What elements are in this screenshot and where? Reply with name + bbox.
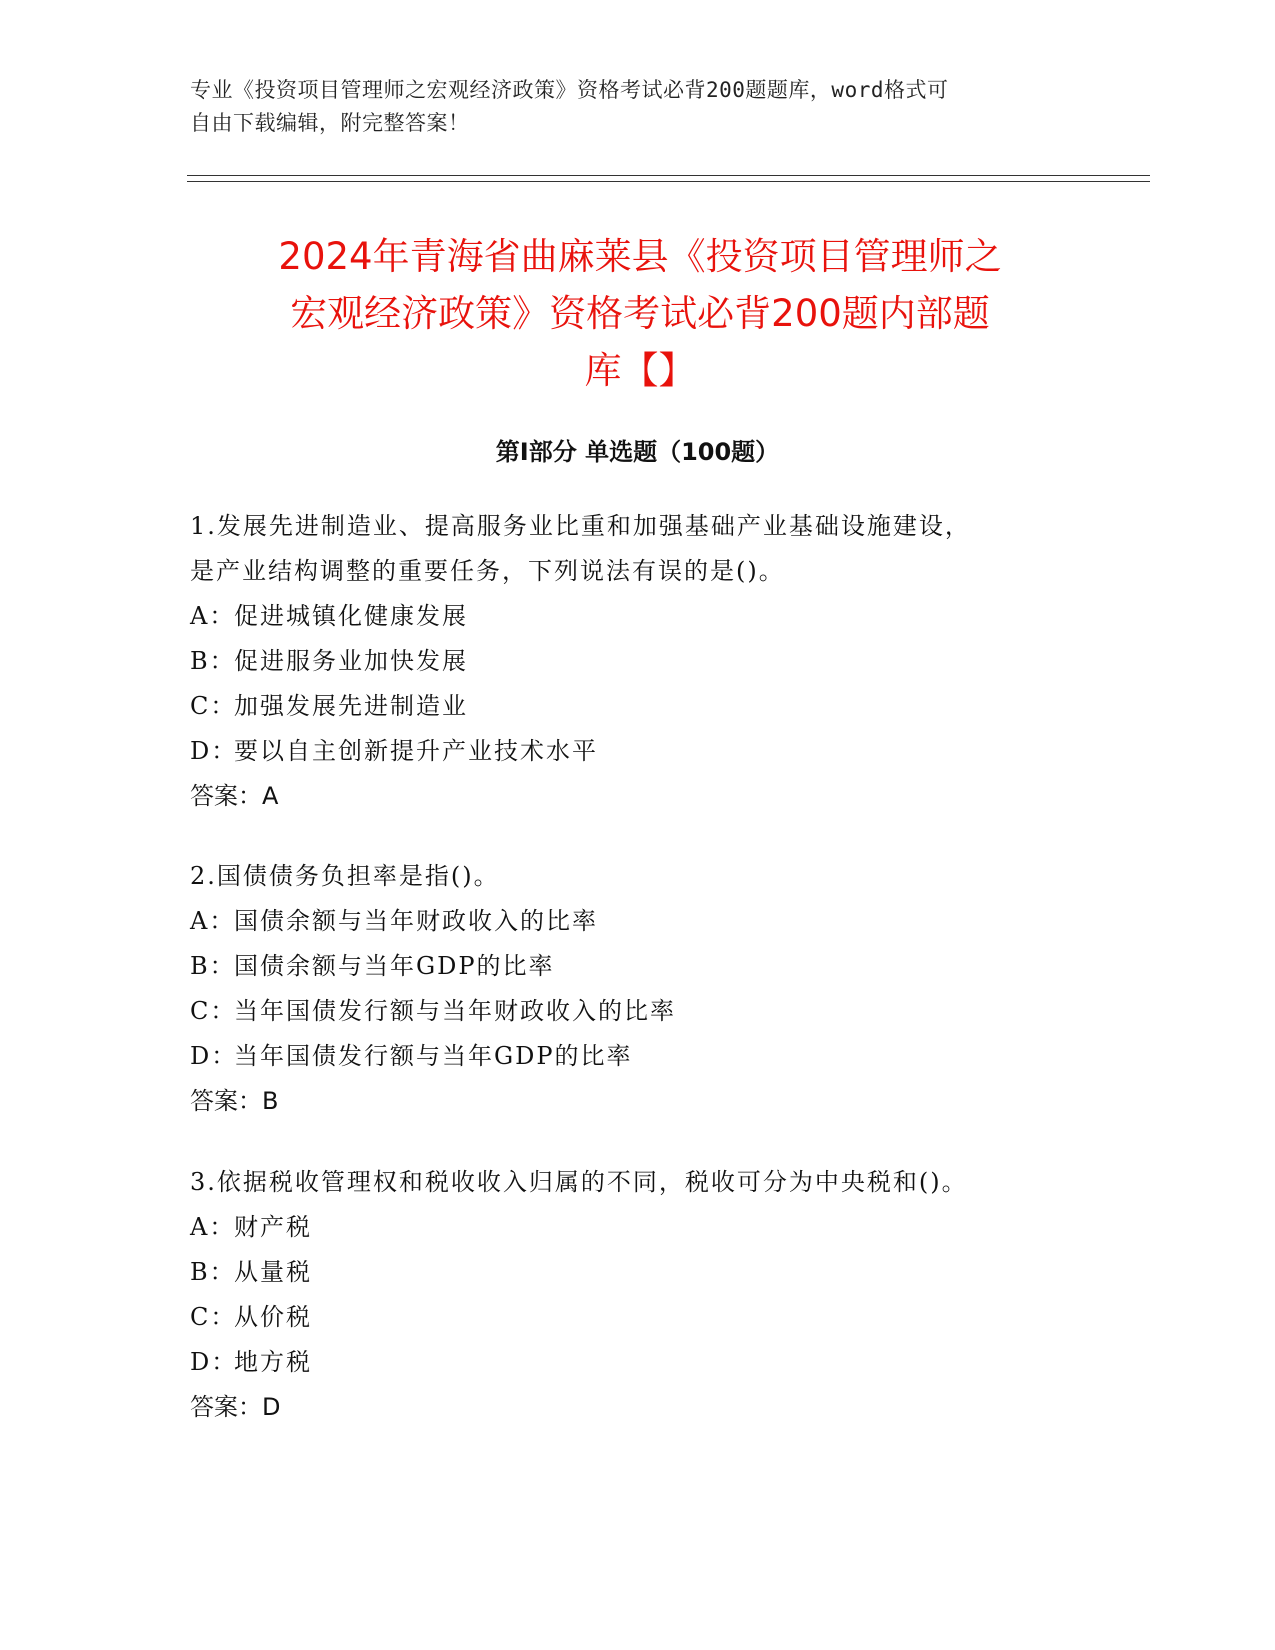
question-stem xyxy=(190,1160,1070,1205)
option-c xyxy=(190,989,1070,1034)
option-key: A： xyxy=(190,602,236,630)
option-key: C： xyxy=(190,997,237,1025)
option-key: C： xyxy=(190,692,237,720)
question-stem xyxy=(190,504,1070,594)
option-d xyxy=(190,1034,1070,1079)
question-1 xyxy=(190,504,1070,819)
option-text: 要以自主创新提升产业技术水平 xyxy=(234,737,598,765)
question-2 xyxy=(190,854,1070,1124)
option-a xyxy=(190,1205,1070,1250)
option-text: 从量税 xyxy=(234,1258,312,1286)
option-d xyxy=(190,1340,1070,1385)
option-key: D： xyxy=(190,737,238,765)
question-stem xyxy=(190,854,1070,899)
option-text: 国债余额与当年财政收入的比率 xyxy=(234,907,598,935)
option-text: 加强发展先进制造业 xyxy=(234,692,468,720)
option-b xyxy=(190,1250,1070,1295)
option-text: 促进服务业加快发展 xyxy=(234,647,468,675)
option-text: 地方税 xyxy=(234,1348,312,1376)
answer: 答案：D xyxy=(190,1393,281,1421)
option-c xyxy=(190,1295,1070,1340)
option-text: 促进城镇化健康发展 xyxy=(234,602,468,630)
option-key: C： xyxy=(190,1303,237,1331)
question-stem-line: 2.国债债务负担率是指()。 xyxy=(190,862,500,890)
option-key: B： xyxy=(190,1258,236,1286)
option-text: 当年国债发行额与当年财政收入的比率 xyxy=(234,997,676,1025)
option-b xyxy=(190,639,1070,684)
option-text: 当年国债发行额与当年GDP的比率 xyxy=(234,1042,633,1070)
question-stem-line: 3.依据税收管理权和税收收入归属的不同，税收可分为中央税和()。 xyxy=(190,1168,968,1196)
option-key: B： xyxy=(190,952,236,980)
question-3 xyxy=(190,1160,1070,1430)
option-c xyxy=(190,684,1070,729)
option-key: D： xyxy=(190,1348,238,1376)
answer: 答案：B xyxy=(190,1087,279,1115)
title-line: 库【】 xyxy=(584,349,696,392)
option-a xyxy=(190,594,1070,639)
header-note xyxy=(190,74,1090,140)
option-text: 国债余额与当年GDP的比率 xyxy=(234,952,555,980)
option-key: A： xyxy=(190,1213,236,1241)
header-divider xyxy=(187,175,1150,176)
question-stem-line: 1.发展先进制造业、提高服务业比重和加强基础产业基础设施建设， xyxy=(190,512,971,540)
title-line: 2024年青海省曲麻莱县《投资项目管理师之 xyxy=(278,235,1002,278)
option-text: 财产税 xyxy=(234,1213,312,1241)
document-title xyxy=(180,228,1100,399)
section-heading: 第I部分 单选题（100题） xyxy=(495,438,780,466)
option-key: D： xyxy=(190,1042,238,1070)
option-text: 从价税 xyxy=(234,1303,312,1331)
header-divider xyxy=(187,181,1150,182)
option-d xyxy=(190,729,1070,774)
header-note-line: 专业《投资项目管理师之宏观经济政策》资格考试必背200题题库，word格式可 xyxy=(190,78,949,102)
answer: 答案：A xyxy=(190,782,279,810)
option-key: A： xyxy=(190,907,236,935)
header-note-line: 自由下载编辑，附完整答案！ xyxy=(190,111,470,135)
option-b xyxy=(190,944,1070,989)
option-a xyxy=(190,899,1070,944)
option-key: B： xyxy=(190,647,236,675)
title-line: 宏观经济政策》资格考试必背200题内部题 xyxy=(290,292,990,335)
question-stem-line: 是产业结构调整的重要任务，下列说法有误的是()。 xyxy=(190,557,785,585)
